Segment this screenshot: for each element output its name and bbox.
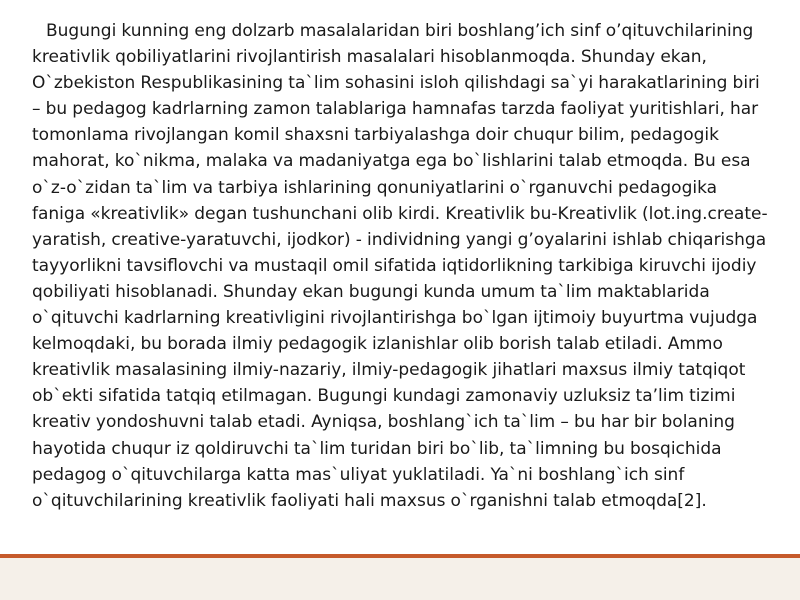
body-paragraph: Bugungi kunning eng dolzarb masalalaridan biri boshlang’ich sinf o’qituvchilarining kreativlik qobiliyatlarini rivojlantirish masalalari hisoblanmoqda. Shunday ekan, O`zbekiston Respublikasining ta`lim sohasini isloh qilishdagi sa`yi harakatlarining biri – bu pedagog kadrlarning zamon talablariga hamnafas tarzda faoliyat yuritishlari, har tomonlama rivojlangan komil shaxsni tarbiyalashga doir chuqur bilim, pedagogik mahorat, ko`nikma, malaka va madaniyatga ega bo`lishlarini talab etmoqda. Bu esa o`z-o`zidan ta`lim va tarbiya ishlarining qonuniyatlarini o`rganuvchi pedagogika faniga «kreativlik» degan tushunchani olib kirdi. Kreativlik bu-Kreativlik (lot.ing.create-yaratish, creative-yaratuvchi, ijodkor) - individning yangi g’oyalarini ishlab chiqarishga tayyorlikni tavsiflovchi va mustaqil omil sifatida iqtidorlikning tarkibiga kiruvchi ijodiy qobiliyati hisoblanadi. Shunday ekan bugungi kunda umum ta`lim maktablarida o`qituvchi kadrlarning kreativligini rivojlantirishga bo`lgan ijtimoiy buyurtma vujudga kelmoqdaki, bu borada ilmiy pedagogik izlanishlar olib borish talab etiladi. Ammo kreativlik masalasining ilmiy-nazariy, ilmiy-pedagogik jihatlari maxsus ilmiy tatqiqot ob`ekti sifatida tatqiq etilmagan. Bugungi kundagi zamonaviy uzluksiz ta’lim tizimi kreativ yondoshuvni talab etadi. Ayniqsa, boshlang`ich ta`lim – bu har bir bolaning hayotida chuqur iz qoldiruvchi ta`lim turidan biri bo`lib, ta`limning bu bosqichida pedagog o`qituvchilarga katta mas`uliyat yuklatiladi. Ya`ni boshlang`ich sinf o`qituvchilarining kreativlik faoliyati hali maxsus o`rganishni talab etmoqda[2]. [32,21,768,511]
accent-bar [0,554,800,558]
footer-band [0,554,800,600]
